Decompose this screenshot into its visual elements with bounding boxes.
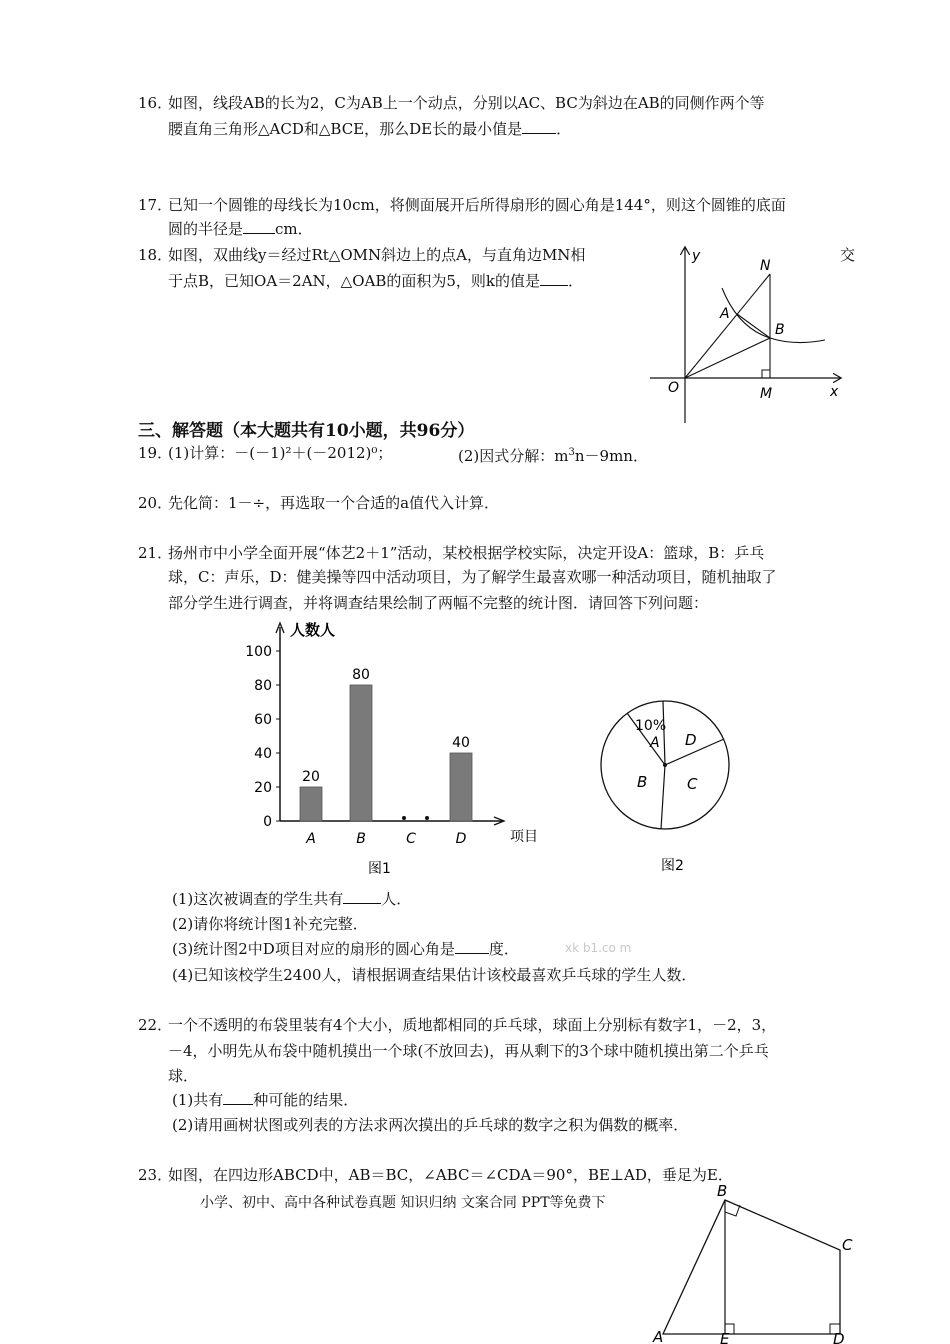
q21-sub3-blank[interactable]	[455, 937, 489, 954]
q17-line2: 圆的半径是 cm．	[168, 216, 313, 242]
right-angle-mark	[762, 370, 770, 378]
q21-line3: 部分学生进行调查，并将调查结果绘制了两幅不完整的统计图．请回答下列问题：	[168, 594, 709, 612]
q21-sub3: (3)统计图2中D项目对应的扇形的圆心角是 度．	[172, 936, 519, 962]
label-O: O	[668, 380, 680, 396]
label-D: D	[833, 1330, 845, 1344]
segment-ON	[685, 274, 770, 378]
q18-line2: 于点B，已知OA＝2AN，△OAB的面积为5，则k的值是 ．	[168, 268, 583, 294]
q18-line1-end: 交	[840, 246, 856, 264]
q23-figure	[645, 1180, 865, 1344]
q22-sub2: (2)请用画树状图或列表的方法求两次摸出的乒乓球的数字之积为偶数的概率．	[172, 1116, 689, 1134]
label-A: A	[653, 1328, 664, 1344]
bar-xlabel: 项目	[510, 829, 538, 845]
label-B: B	[717, 1182, 728, 1200]
q18-figure	[640, 238, 850, 428]
bar-missing-dot	[402, 816, 406, 820]
pie-center	[663, 763, 667, 767]
label-C: C	[842, 1236, 853, 1254]
bar-title: 图1	[368, 861, 391, 877]
bar-D	[450, 753, 472, 821]
q21-line1: 21．扬州市中小学全面开展“体艺2＋1”活动，某校根据学校实际，决定开设A：篮球，B：乒乓	[138, 544, 765, 562]
q21-sub1-blank[interactable]	[343, 887, 381, 904]
bar-ytick-label: 60	[254, 712, 272, 728]
right-angle-B	[725, 1205, 740, 1216]
q16-line1: 16．如图，线段AB的长为2，C为AB上一个动点，分别以AC、BC为斜边在AB的同侧作两个等	[138, 94, 765, 112]
watermark: xk b1.co m	[565, 941, 632, 955]
q18-answer-blank[interactable]	[540, 269, 568, 286]
q22-sub1-blank[interactable]	[223, 1088, 253, 1105]
q20-line: 20．先化简：1－÷，再选取一个合适的a值代入计算．	[138, 494, 500, 512]
bar-B	[350, 685, 372, 821]
bar-missing-dot	[425, 816, 429, 820]
bar-marks	[300, 667, 472, 847]
hyperbola	[722, 288, 825, 343]
label-N: N	[760, 258, 771, 274]
bar-ytick-label: 20	[254, 780, 272, 796]
q17-line1: 17．已知一个圆锥的母线长为10cm，将侧面展开后所得扇形的圆心角是144°，则这个圆锥的底面	[138, 196, 786, 214]
q16-answer-blank[interactable]	[522, 117, 556, 134]
q22-line2: －4，小明先从布袋中随机摸出一个球(不放回去)，再从剩下的3个球中随机摸出第二个乒乓	[168, 1042, 769, 1060]
bar-ticks	[245, 644, 280, 830]
bar-category-label-C: C	[406, 831, 416, 847]
bar-category-label-A: A	[306, 831, 316, 847]
label-B: B	[775, 322, 785, 338]
pie-chart-figure2	[595, 695, 745, 885]
bar-value-label-D: 40	[452, 735, 470, 751]
q19-line: 19．(1)计算：－(－1)²＋(－2012)⁰；	[138, 444, 393, 462]
label-x: x	[830, 384, 839, 400]
q22-line1: 22．一个不透明的布袋里装有4个大小，质地都相同的乒乓球，球面上分别标有数字1，－2，3，	[138, 1016, 777, 1034]
quadrilateral-ABCD	[663, 1200, 840, 1334]
label-A: A	[720, 306, 730, 322]
q18-line1: 18．如图，双曲线y＝经过Rt△OMN斜边上的点A，与直角边MN相	[138, 246, 586, 264]
footer-note: 小学、初中、高中各种试卷真题 知识归纳 文案合同 PPT等免费下	[200, 1195, 606, 1211]
q16-line2: 腰直角三角形△ACD和△BCE，那么DE长的最小值是 ．	[168, 116, 571, 142]
bar-value-label-B: 80	[352, 667, 370, 683]
label-y: y	[692, 248, 701, 264]
pie-title: 图2	[661, 858, 684, 874]
bar-category-label-D: D	[455, 831, 467, 847]
segment-OB	[685, 338, 770, 378]
q21-sub4: (4)已知该校学生2400人，请根据调查结果估计该校最喜欢乒乓球的学生人数．	[172, 966, 697, 984]
q21-line2: 球，C：声乐，D：健美操等四中活动项目，为了解学生最喜欢哪一种活动项目，随机抽取了	[168, 568, 777, 586]
pie-label-B: B	[637, 773, 648, 791]
pie-label-A: A	[650, 735, 660, 751]
q23-line1: 23．如图，在四边形ABCD中，AB＝BC，∠ABC＝∠CDA＝90°，BE⊥AD，垂足为E．	[138, 1166, 733, 1184]
q22-line3: 球．	[168, 1067, 199, 1085]
q21-sub2: (2)请你将统计图1补充完整．	[172, 915, 368, 933]
pie-divider-BC	[661, 765, 665, 829]
q21-sub1: (1)这次被调查的学生共有 人．	[172, 886, 411, 912]
bar-ytick-label: 40	[254, 746, 272, 762]
label-E: E	[720, 1330, 730, 1344]
section-title: 三、解答题（本大题共有10小题，共96分）	[138, 421, 475, 441]
bar-A	[300, 787, 322, 821]
bar-ytick-label: 0	[263, 814, 272, 830]
bar-value-label-A: 20	[302, 769, 320, 785]
bar-ytick-label: 100	[245, 644, 272, 660]
pie-annotation-10pct: 10%	[635, 718, 667, 734]
pie-label-D: D	[685, 731, 697, 749]
bar-ylabel: 人数人	[290, 621, 336, 639]
label-M: M	[760, 386, 773, 402]
pie-label-C: C	[687, 775, 698, 793]
q22-sub1: (1)共有 种可能的结果．	[172, 1087, 358, 1113]
bar-chart-figure1	[240, 615, 560, 885]
q17-answer-blank[interactable]	[243, 217, 275, 234]
bar-ytick-label: 80	[254, 678, 272, 694]
segment-AB	[737, 314, 770, 338]
bar-category-label-B: B	[356, 831, 366, 847]
q19-part2: (2)因式分解：$m^3n-9mn$．	[458, 447, 648, 465]
